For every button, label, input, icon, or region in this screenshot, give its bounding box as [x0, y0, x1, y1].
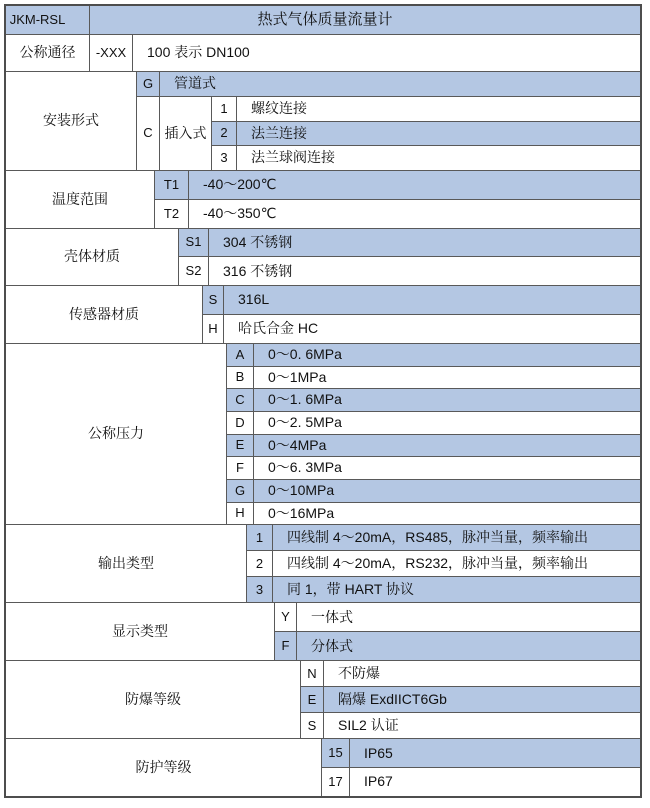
option-code: Y — [275, 603, 297, 631]
section-install-type — [6, 72, 640, 171]
section-label: 防护等级 — [6, 739, 322, 796]
option-desc: IP65 — [364, 744, 393, 761]
option-desc: -40～350℃ — [203, 204, 277, 221]
spec-table — [4, 4, 642, 798]
option-desc: 法兰连接 — [251, 124, 307, 141]
option-code: G — [137, 72, 160, 96]
option-desc: 0～10MPa — [268, 482, 335, 498]
option-code: 1 — [212, 97, 237, 121]
option-desc: 0～2. 5MPa — [268, 413, 342, 430]
section-label: 安装形式 — [6, 72, 137, 170]
option-code: S1 — [179, 229, 209, 257]
option-code: 17 — [322, 768, 350, 796]
insertion-label: 插入式 — [160, 97, 212, 170]
option-row — [322, 739, 640, 768]
option-code: S — [301, 713, 324, 738]
option-row — [275, 603, 640, 632]
option-code: N — [301, 661, 324, 686]
option-desc: 哈氏合金 HC — [238, 320, 319, 337]
option-row — [247, 577, 640, 602]
option-row — [275, 632, 640, 660]
option-code: D — [227, 412, 254, 434]
option-desc: 316 不锈钢 — [223, 262, 293, 279]
option-row — [322, 768, 640, 796]
option-code: 3 — [212, 146, 237, 170]
option-row — [203, 315, 640, 343]
option-code: B — [227, 367, 254, 389]
section-label: 传感器材质 — [6, 286, 203, 343]
section-explosion-proof-grade — [6, 661, 640, 739]
option-desc: SIL2 认证 — [338, 717, 399, 734]
option-code: G — [227, 480, 254, 502]
section-nominal-diameter — [6, 35, 640, 72]
option-code: E — [227, 435, 254, 457]
option-desc: 同 1，带 HART 协议 — [287, 581, 415, 598]
section-label: 防爆等级 — [6, 661, 301, 738]
section-label: 壳体材质 — [6, 229, 179, 286]
option-row — [301, 661, 640, 687]
option-row — [227, 344, 640, 367]
section-label: 温度范围 — [6, 171, 155, 228]
section-output-type — [6, 525, 640, 603]
option-code: S2 — [179, 257, 209, 285]
option-desc: 一体式 — [311, 608, 353, 625]
option-row — [227, 389, 640, 412]
section-temperature-range — [6, 171, 640, 229]
option-desc: 四线制 4～20mA，RS485，脉冲当量，频率输出 — [287, 529, 589, 546]
option-code: 2 — [212, 122, 237, 146]
option-desc: 螺纹连接 — [251, 100, 307, 117]
option-row — [227, 412, 640, 435]
option-code: H — [227, 503, 254, 525]
option-desc: 四线制 4～20mA，RS232，脉冲当量，频率输出 — [287, 555, 589, 572]
section-nominal-pressure — [6, 344, 640, 525]
section-label: 公称压力 — [6, 344, 227, 524]
option-row — [212, 97, 640, 122]
option-desc: 分体式 — [311, 637, 353, 654]
section-label: 公称通径 — [6, 35, 90, 71]
option-row — [227, 435, 640, 458]
option-row — [247, 551, 640, 577]
option-code: C — [227, 389, 254, 411]
option-row — [227, 457, 640, 480]
section-label: 显示类型 — [6, 603, 275, 660]
product-title: 热式气体质量流量计 — [257, 10, 393, 28]
option-desc: IP67 — [364, 773, 393, 790]
option-row — [227, 503, 640, 525]
option-code: 15 — [322, 739, 350, 767]
section-display-type — [6, 603, 640, 661]
option-code: F — [275, 632, 297, 660]
option-row — [212, 146, 640, 170]
option-desc: 不防爆 — [338, 664, 380, 681]
option-code: H — [203, 315, 224, 343]
option-code: -XXX — [90, 35, 133, 71]
option-code: 1 — [247, 525, 273, 550]
option-desc: 100 表示 DN100 — [133, 35, 640, 71]
option-desc: 0～0. 6MPa — [268, 345, 342, 362]
option-desc: 0～1MPa — [268, 368, 327, 385]
option-desc: 304 不锈钢 — [223, 233, 293, 250]
option-row — [247, 525, 640, 551]
option-row — [301, 713, 640, 738]
option-row — [137, 72, 640, 97]
insertion-group — [137, 97, 640, 170]
option-row — [179, 257, 640, 285]
option-row — [227, 367, 640, 390]
option-row — [155, 171, 640, 200]
option-code: T1 — [155, 171, 189, 199]
option-desc: 0～16MPa — [268, 504, 335, 521]
option-desc: 0～4MPa — [268, 436, 327, 453]
option-desc: 0～6. 3MPa — [268, 459, 342, 476]
option-desc: 管道式 — [174, 75, 216, 92]
option-desc: 0～1. 6MPa — [268, 391, 342, 408]
section-protection-grade — [6, 739, 640, 796]
option-desc: 隔爆 ExdIICT6Gb — [338, 691, 447, 708]
section-shell-material — [6, 229, 640, 287]
option-code: C — [137, 97, 160, 170]
option-row — [227, 480, 640, 503]
option-desc: 法兰球阀连接 — [251, 149, 335, 166]
option-code: S — [203, 286, 224, 314]
option-code: 3 — [247, 577, 273, 602]
option-code: 2 — [247, 551, 273, 576]
section-label: 输出类型 — [6, 525, 247, 602]
option-row — [301, 687, 640, 713]
option-desc: -40～200℃ — [203, 176, 277, 193]
option-row — [203, 286, 640, 315]
option-code: F — [227, 457, 254, 479]
section-sensor-material — [6, 286, 640, 344]
option-code: E — [301, 687, 324, 712]
option-row — [212, 122, 640, 147]
option-code: T2 — [155, 200, 189, 228]
option-desc: 316L — [238, 291, 270, 308]
option-code: A — [227, 344, 254, 366]
model-code: JKM-RSL — [6, 6, 90, 34]
option-row — [179, 229, 640, 258]
option-row — [155, 200, 640, 228]
header-row — [6, 6, 640, 35]
